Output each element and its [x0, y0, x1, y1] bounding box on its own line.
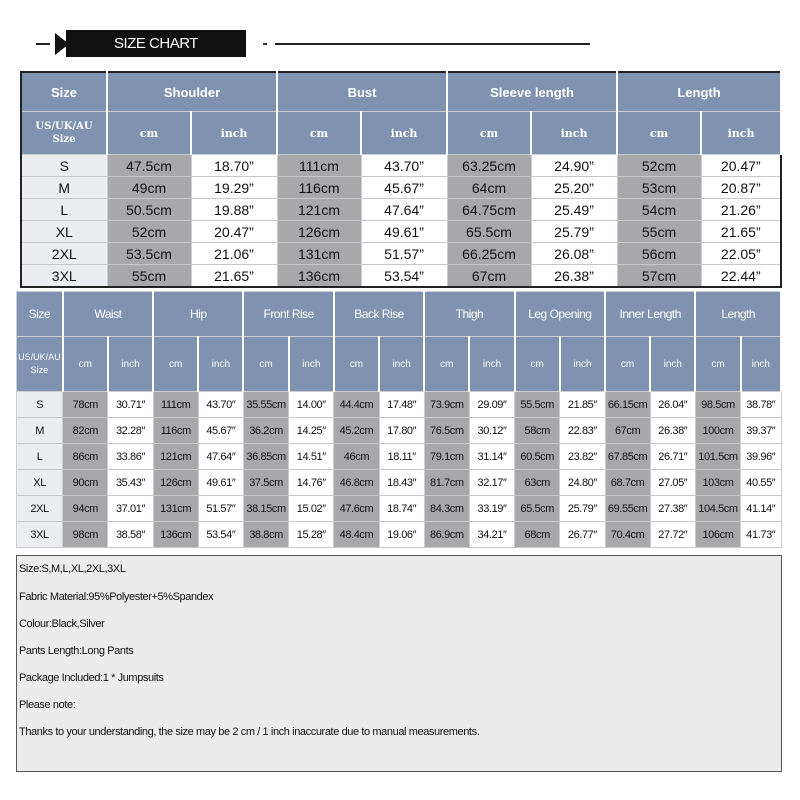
measurement-cell: 39.37″ [741, 418, 781, 444]
measurement-cell: 32.17″ [469, 470, 514, 496]
size-cell: L [21, 199, 107, 221]
table-row [21, 243, 781, 265]
measurement-cell: 73.9cm [424, 392, 469, 418]
top-size-table [20, 71, 782, 288]
measurement-cell: 35.55cm [243, 392, 288, 418]
measurement-cell: 14.76″ [289, 470, 334, 496]
size-cell: XL [21, 221, 107, 243]
measurement-cell: 53.54” [361, 265, 447, 288]
note-line: Size:S,M,L,XL,2XL,3XL [19, 563, 126, 575]
measurement-cell: 21.06” [191, 243, 277, 265]
measurement-cell: 53.5cm [107, 243, 191, 265]
measurement-cell: 29.09″ [469, 392, 514, 418]
measurement-cell: 86.9cm [424, 522, 469, 548]
measurement-cell: 69.55cm [605, 496, 650, 522]
size-cell: 3XL [17, 522, 63, 548]
measurement-cell: 20.87” [701, 177, 781, 199]
header-length: Length [617, 72, 781, 112]
unit-cm: cm [107, 112, 191, 155]
note-line: Thanks to your understanding, the size may be 2 cm / 1 inch inaccurate due to manual measurements. [19, 726, 480, 738]
measurement-cell: 38.78″ [741, 392, 781, 418]
measurement-cell: 51.57″ [198, 496, 243, 522]
measurement-cell: 21.65” [191, 265, 277, 288]
measurement-cell: 49.61″ [198, 470, 243, 496]
unit-cm: cm [277, 112, 361, 155]
measurement-cell: 103cm [695, 470, 740, 496]
note-line: Please note: [19, 699, 76, 711]
measurement-cell: 63cm [515, 470, 560, 496]
size-cell: S [21, 155, 107, 177]
measurement-cell: 26.38″ [650, 418, 695, 444]
unit-inch: inch [741, 337, 781, 392]
measurement-cell: 126cm [153, 470, 198, 496]
measurement-cell: 14.51″ [289, 444, 334, 470]
measurement-cell: 23.82″ [560, 444, 605, 470]
table-row [21, 265, 781, 288]
header-inner-length: Inner Length [605, 292, 695, 337]
size-word: Size [30, 365, 49, 375]
measurement-cell: 45.67″ [198, 418, 243, 444]
measurement-cell: 14.00″ [289, 392, 334, 418]
measurement-cell: 36.2cm [243, 418, 288, 444]
measurement-cell: 55cm [617, 221, 701, 243]
measurement-cell: 49cm [107, 177, 191, 199]
measurement-cell: 70.4cm [605, 522, 650, 548]
size-cell: M [21, 177, 107, 199]
size-region-label [17, 337, 63, 392]
unit-inch: inch [379, 337, 424, 392]
measurement-cell: 43.70″ [198, 392, 243, 418]
measurement-cell: 48.4cm [334, 522, 379, 548]
measurement-cell: 57cm [617, 265, 701, 288]
measurement-cell: 15.02″ [289, 496, 334, 522]
measurement-cell: 22.44” [701, 265, 781, 288]
measurement-cell: 50.5cm [107, 199, 191, 221]
measurement-cell: 65.5cm [515, 496, 560, 522]
size-cell: 3XL [21, 265, 107, 288]
size-region-text: US/UK/AU [35, 121, 93, 132]
table-row [17, 470, 782, 496]
measurement-cell: 46.8cm [334, 470, 379, 496]
header-sleeve-length: Sleeve length [447, 72, 617, 112]
measurement-cell: 65.5cm [447, 221, 531, 243]
measurement-cell: 106cm [695, 522, 740, 548]
measurement-cell: 37.01″ [108, 496, 153, 522]
measurement-cell: 53cm [617, 177, 701, 199]
unit-inch: inch [289, 337, 334, 392]
measurement-cell: 104.5cm [695, 496, 740, 522]
table-row [17, 418, 782, 444]
table-row [21, 177, 781, 199]
pants-size-table [16, 291, 782, 548]
note-line: Package Included:1 * Jumpsuits [19, 672, 164, 684]
measurement-cell: 20.47” [191, 221, 277, 243]
size-cell: XL [17, 470, 63, 496]
measurement-cell: 36.85cm [243, 444, 288, 470]
header-bust: Bust [277, 72, 447, 112]
measurement-cell: 19.29” [191, 177, 277, 199]
unit-inch: inch [198, 337, 243, 392]
measurement-cell: 45.67” [361, 177, 447, 199]
measurement-cell: 26.71″ [650, 444, 695, 470]
measurement-cell: 51.57” [361, 243, 447, 265]
measurement-cell: 45.2cm [334, 418, 379, 444]
header-length: Length [695, 292, 781, 337]
pants-size-table-body [17, 392, 782, 548]
measurement-cell: 27.72″ [650, 522, 695, 548]
unit-cm: cm [153, 337, 198, 392]
measurement-cell: 32.28″ [108, 418, 153, 444]
unit-inch: inch [531, 112, 617, 155]
measurement-cell: 68cm [515, 522, 560, 548]
unit-cm: cm [63, 337, 108, 392]
measurement-cell: 53.54″ [198, 522, 243, 548]
measurement-cell: 55.5cm [515, 392, 560, 418]
unit-cm: cm [617, 112, 701, 155]
measurement-cell: 98.5cm [695, 392, 740, 418]
measurement-cell: 38.8cm [243, 522, 288, 548]
measurement-cell: 21.26” [701, 199, 781, 221]
measurement-cell: 66.25cm [447, 243, 531, 265]
header-back-rise: Back Rise [334, 292, 424, 337]
measurement-cell: 33.86″ [108, 444, 153, 470]
measurement-cell: 64cm [447, 177, 531, 199]
measurement-cell: 18.11″ [379, 444, 424, 470]
measurement-cell: 30.12″ [469, 418, 514, 444]
measurement-cell: 33.19″ [469, 496, 514, 522]
measurement-cell: 41.73″ [741, 522, 781, 548]
unit-cm: cm [243, 337, 288, 392]
measurement-cell: 116cm [153, 418, 198, 444]
table-row [17, 392, 782, 418]
measurement-cell: 24.80″ [560, 470, 605, 496]
size-region-label [21, 112, 107, 155]
header-front-rise: Front Rise [243, 292, 333, 337]
measurement-cell: 26.08” [531, 243, 617, 265]
measurement-cell: 136cm [153, 522, 198, 548]
header-thigh: Thigh [424, 292, 514, 337]
header-leg-opening: Leg Opening [515, 292, 605, 337]
measurement-cell: 55cm [107, 265, 191, 288]
header-hip: Hip [153, 292, 243, 337]
measurement-cell: 19.06″ [379, 522, 424, 548]
measurement-cell: 25.49” [531, 199, 617, 221]
measurement-cell: 111cm [277, 155, 361, 177]
measurement-cell: 90cm [63, 470, 108, 496]
measurement-cell: 79.1cm [424, 444, 469, 470]
measurement-cell: 25.20” [531, 177, 617, 199]
measurement-cell: 18.74″ [379, 496, 424, 522]
measurement-cell: 47.5cm [107, 155, 191, 177]
measurement-cell: 60.5cm [515, 444, 560, 470]
unit-cm: cm [334, 337, 379, 392]
unit-inch: inch [191, 112, 277, 155]
table-row [17, 496, 782, 522]
unit-cm: cm [424, 337, 469, 392]
size-chart-banner [0, 0, 800, 64]
table-row [21, 155, 781, 177]
measurement-cell: 49.61” [361, 221, 447, 243]
measurement-cell: 67cm [447, 265, 531, 288]
measurement-cell: 136cm [277, 265, 361, 288]
measurement-cell: 67.85cm [605, 444, 650, 470]
measurement-cell: 131cm [277, 243, 361, 265]
measurement-cell: 37.5cm [243, 470, 288, 496]
measurement-cell: 121cm [153, 444, 198, 470]
measurement-cell: 38.15cm [243, 496, 288, 522]
table-row [21, 199, 781, 221]
measurement-cell: 30.71″ [108, 392, 153, 418]
measurement-cell: 56cm [617, 243, 701, 265]
measurement-cell: 22.05” [701, 243, 781, 265]
size-chart-title: SIZE CHART [66, 30, 246, 57]
table-row [17, 522, 782, 548]
measurement-cell: 46cm [334, 444, 379, 470]
measurement-cell: 94cm [63, 496, 108, 522]
measurement-cell: 78cm [63, 392, 108, 418]
measurement-cell: 81.7cm [424, 470, 469, 496]
measurement-cell: 15.28″ [289, 522, 334, 548]
unit-inch: inch [108, 337, 153, 392]
measurement-cell: 84.3cm [424, 496, 469, 522]
measurement-cell: 52cm [617, 155, 701, 177]
measurement-cell: 116cm [277, 177, 361, 199]
measurement-cell: 86cm [63, 444, 108, 470]
measurement-cell: 131cm [153, 496, 198, 522]
unit-inch: inch [701, 112, 781, 155]
measurement-cell: 76.5cm [424, 418, 469, 444]
top-size-table-body [21, 155, 781, 288]
table-row [21, 221, 781, 243]
measurement-cell: 47.6cm [334, 496, 379, 522]
measurement-cell: 14.25″ [289, 418, 334, 444]
measurement-cell: 24.90” [531, 155, 617, 177]
size-cell: M [17, 418, 63, 444]
measurement-cell: 101.5cm [695, 444, 740, 470]
measurement-cell: 38.58″ [108, 522, 153, 548]
measurement-cell: 44.4cm [334, 392, 379, 418]
measurement-cell: 100cm [695, 418, 740, 444]
measurement-cell: 67cm [605, 418, 650, 444]
header-size: Size [17, 292, 63, 337]
measurement-cell: 47.64” [361, 199, 447, 221]
size-cell: S [17, 392, 63, 418]
measurement-cell: 43.70” [361, 155, 447, 177]
header-waist: Waist [63, 292, 153, 337]
measurement-cell: 20.47” [701, 155, 781, 177]
measurement-cell: 27.38″ [650, 496, 695, 522]
measurement-cell: 26.04″ [650, 392, 695, 418]
measurement-cell: 35.43″ [108, 470, 153, 496]
measurement-cell: 27.05″ [650, 470, 695, 496]
measurement-cell: 22.83″ [560, 418, 605, 444]
note-line: Colour:Black,Silver [19, 618, 105, 630]
unit-cm: cm [695, 337, 740, 392]
measurement-cell: 26.77″ [560, 522, 605, 548]
measurement-cell: 58cm [515, 418, 560, 444]
measurement-cell: 18.43″ [379, 470, 424, 496]
measurement-cell: 39.96″ [741, 444, 781, 470]
unit-inch: inch [361, 112, 447, 155]
measurement-cell: 68.7cm [605, 470, 650, 496]
size-region-text: US/UK/AU [18, 352, 61, 362]
measurement-cell: 18.70” [191, 155, 277, 177]
measurement-cell: 31.14″ [469, 444, 514, 470]
size-cell: 2XL [17, 496, 63, 522]
measurement-cell: 82cm [63, 418, 108, 444]
measurement-cell: 121cm [277, 199, 361, 221]
banner-dash [36, 43, 50, 45]
unit-inch: inch [560, 337, 605, 392]
product-notes [16, 555, 782, 772]
measurement-cell: 25.79” [531, 221, 617, 243]
measurement-cell: 111cm [153, 392, 198, 418]
measurement-cell: 40.55″ [741, 470, 781, 496]
measurement-cell: 17.48″ [379, 392, 424, 418]
note-line: Fabric Material:95%Polyester+5%Spandex [19, 591, 214, 603]
banner-dot [263, 43, 267, 45]
measurement-cell: 64.75cm [447, 199, 531, 221]
measurement-cell: 98cm [63, 522, 108, 548]
unit-inch: inch [650, 337, 695, 392]
measurement-cell: 19.88” [191, 199, 277, 221]
unit-inch: inch [469, 337, 514, 392]
unit-cm: cm [605, 337, 650, 392]
measurement-cell: 52cm [107, 221, 191, 243]
measurement-cell: 126cm [277, 221, 361, 243]
measurement-cell: 47.64″ [198, 444, 243, 470]
measurement-cell: 63.25cm [447, 155, 531, 177]
unit-cm: cm [447, 112, 531, 155]
measurement-cell: 41.14″ [741, 496, 781, 522]
size-cell: 2XL [21, 243, 107, 265]
header-shoulder: Shoulder [107, 72, 277, 112]
note-line: Pants Length:Long Pants [19, 645, 134, 657]
header-size: Size [21, 72, 107, 112]
measurement-cell: 26.38” [531, 265, 617, 288]
measurement-cell: 21.85″ [560, 392, 605, 418]
measurement-cell: 54cm [617, 199, 701, 221]
measurement-cell: 66.15cm [605, 392, 650, 418]
table-row [17, 444, 782, 470]
measurement-cell: 21.65” [701, 221, 781, 243]
unit-cm: cm [515, 337, 560, 392]
banner-rule [275, 43, 590, 45]
measurement-cell: 25.79″ [560, 496, 605, 522]
size-cell: L [17, 444, 63, 470]
measurement-cell: 34.21″ [469, 522, 514, 548]
size-word: Size [52, 134, 76, 145]
measurement-cell: 17.80″ [379, 418, 424, 444]
